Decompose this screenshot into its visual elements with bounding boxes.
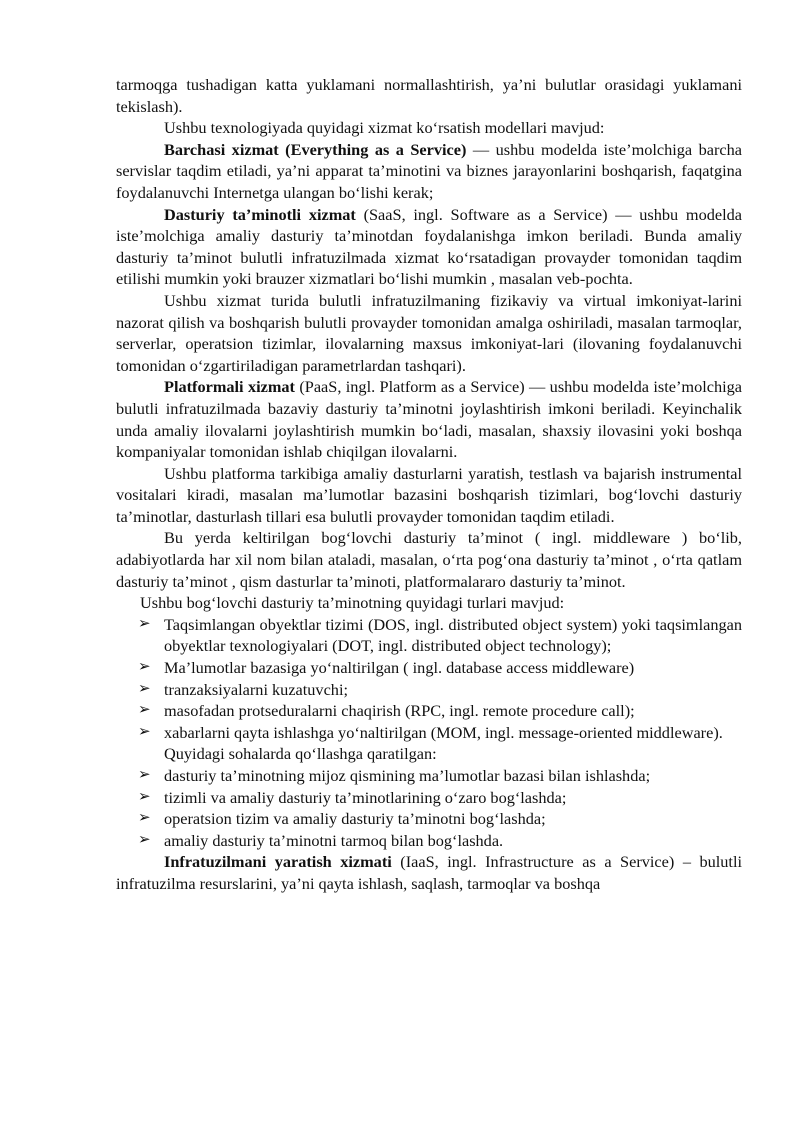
list-item: ➢ masofadan protseduralarni chaqirish (RPC, ingl. remote procedure call); [138, 701, 635, 721]
term-paas: Platformali xizmat [164, 377, 295, 397]
list-item: ➢ tizimli va amaliy dasturiy ta’minotlarining o‘zaro bog‘lashda; [138, 787, 567, 807]
definition-text: (PaaS, ingl. Platform as a Service) — ushbu modelda iste’molchiga bulutli infratuzilmada bazaviy dasturiy ta’minotni joylashtirish imkoni beriladi. Keyinchalik unda amaliy ilovalarni joylashtirish mumkin bo‘ladi, masalan, shaxsiy ilovasini yoki boshqa kompaniyalar tomonidan ishlab chiqilgan ilovalarni. [116, 377, 743, 462]
arrow-bullet-icon: ➢ [138, 659, 151, 676]
list-item: ➢ xabarlarni qayta ishlashga yo‘naltirilgan (MOM, ingl. message-oriented middleware). [138, 722, 723, 742]
paragraph-saas-control: Ushbu xizmat turida bulutli infratuzilmaning fizikaviy va virtual imkoniyat-larini nazorat qilish va boshqarish bulutli provayder tomonidan amalga oshiriladi, masalan tarmoqlar, serverlar, operatsion tizimlar, ilovalarning maxsus imkoniyat-lari (ilovaning foydalanuvchi tomonidan o‘zgartiriladigan parametrlardan tashqari). [116, 290, 742, 375]
list-item: ➢ Taqsimlangan obyektlar tizimi (DOS, ingl. distributed object system) yoki taqsimlangan obyektlar texnologiyalari (DOT, ingl. distributed object technology); [138, 614, 742, 656]
paragraph-everything-as-a-service [116, 139, 742, 204]
arrow-bullet-icon: ➢ [138, 615, 151, 632]
paragraph-saas [116, 204, 742, 290]
paragraph-iaas [116, 851, 742, 894]
list-item: ➢ amaliy dasturiy ta’minotni tarmoq bilan bog‘lashda. [138, 830, 504, 850]
paragraph-load-balancing: tarmoqga tushadigan katta yuklamani normallashtirish, ya’ni bulutlar orasidagi yuklamani tekislash). [116, 75, 742, 116]
arrow-bullet-icon: ➢ [138, 702, 151, 719]
paragraph-middleware: Bu yerda keltirilgan bog‘lovchi dasturiy ta’minot ( ingl. middleware ) bo‘lib, adabiyotlarda har xil nom bilan ataladi, masalan, o‘rta pog‘ona dasturiy ta’minot , o‘rta qatlam dasturiy ta’minot , qism dasturlar ta’minoti, platformalararo dasturiy ta’minot. [116, 528, 742, 591]
arrow-bullet-icon: ➢ [138, 680, 151, 697]
arrow-bullet-icon: ➢ [138, 810, 151, 827]
paragraph-middleware-types-intro: Ushbu bog‘lovchi dasturiy ta’minotning quyidagi turlari mavjud: [140, 593, 565, 613]
document-page [116, 74, 742, 895]
term-saas: Dasturiy ta’minotli xizmat [164, 204, 356, 224]
list-item: ➢ tranzaksiyalarni kuzatuvchi; [138, 679, 348, 699]
application-areas-list [116, 765, 742, 851]
middleware-types-list [116, 614, 742, 744]
paragraph-service-models-intro: Ushbu texnologiyada quyidagi xizmat ko‘rsatish modellari mavjud: [164, 118, 605, 138]
paragraph-paas [116, 376, 742, 462]
definition-text: — ushbu modelda iste’molchiga barcha servislar taqdim etiladi, ya’ni apparat ta’minotini va biznes jarayonlarini boshqarish, faqatgina foydalanuvchi Internetga ulangan bo‘lishi kerak; [116, 139, 742, 202]
paragraph-application-areas-intro: Quyidagi sohalarda qo‘llashga qaratilgan: [164, 744, 437, 764]
list-item: ➢ operatsion tizim va amaliy dasturiy ta’minotni bog‘lashda; [138, 809, 546, 829]
term-everything-as-a-service: Barchasi xizmat (Everything as a Service) [164, 139, 467, 159]
list-item: ➢ Ma’lumotlar bazasiga yo‘naltirilgan ( ingl. database access middleware) [138, 658, 635, 678]
arrow-bullet-icon: ➢ [138, 767, 151, 783]
arrow-bullet-icon: ➢ [138, 831, 151, 848]
term-iaas: Infratuzilmani yaratish xizmati [164, 852, 392, 872]
definition-text: (IaaS, ingl. Infrastructure as a Service) – bulutli infratuzilma resurslarini, ya’ni qayta ishlash, saqlash, tarmoqlar va boshqa [116, 852, 742, 893]
paragraph-platform-tools: Ushbu platforma tarkibiga amaliy dasturlarni yaratish, testlash va bajarish instrumental vositalari kiradi, masalan ma’lumotlar bazasini boshqarish tizimlari, bog‘lovchi dasturiy ta’minotlar, dasturlash tillari esa bulutli provayder tomonidan taqdim etiladi. [116, 463, 742, 526]
list-item: ➢ dasturiy ta’minotning mijoz qismining ma’lumotlar bazasi bilan ishlashda; [138, 766, 651, 785]
arrow-bullet-icon: ➢ [138, 723, 151, 740]
definition-text: (SaaS, ingl. Software as a Service) — ushbu modelda iste’molchiga amaliy dasturiy ta’minotdan foydalanishga imkon beriladi. Bunda amaliy dasturiy ta’minot bulutli infratuzilmada xizmat ko‘rsatadigan provayder tomonidan taqdim etilishi mumkin yoki brauzer xizmatlari bo‘lishi mumkin , masalan veb-pochta. [116, 204, 742, 289]
arrow-bullet-icon: ➢ [138, 788, 151, 805]
